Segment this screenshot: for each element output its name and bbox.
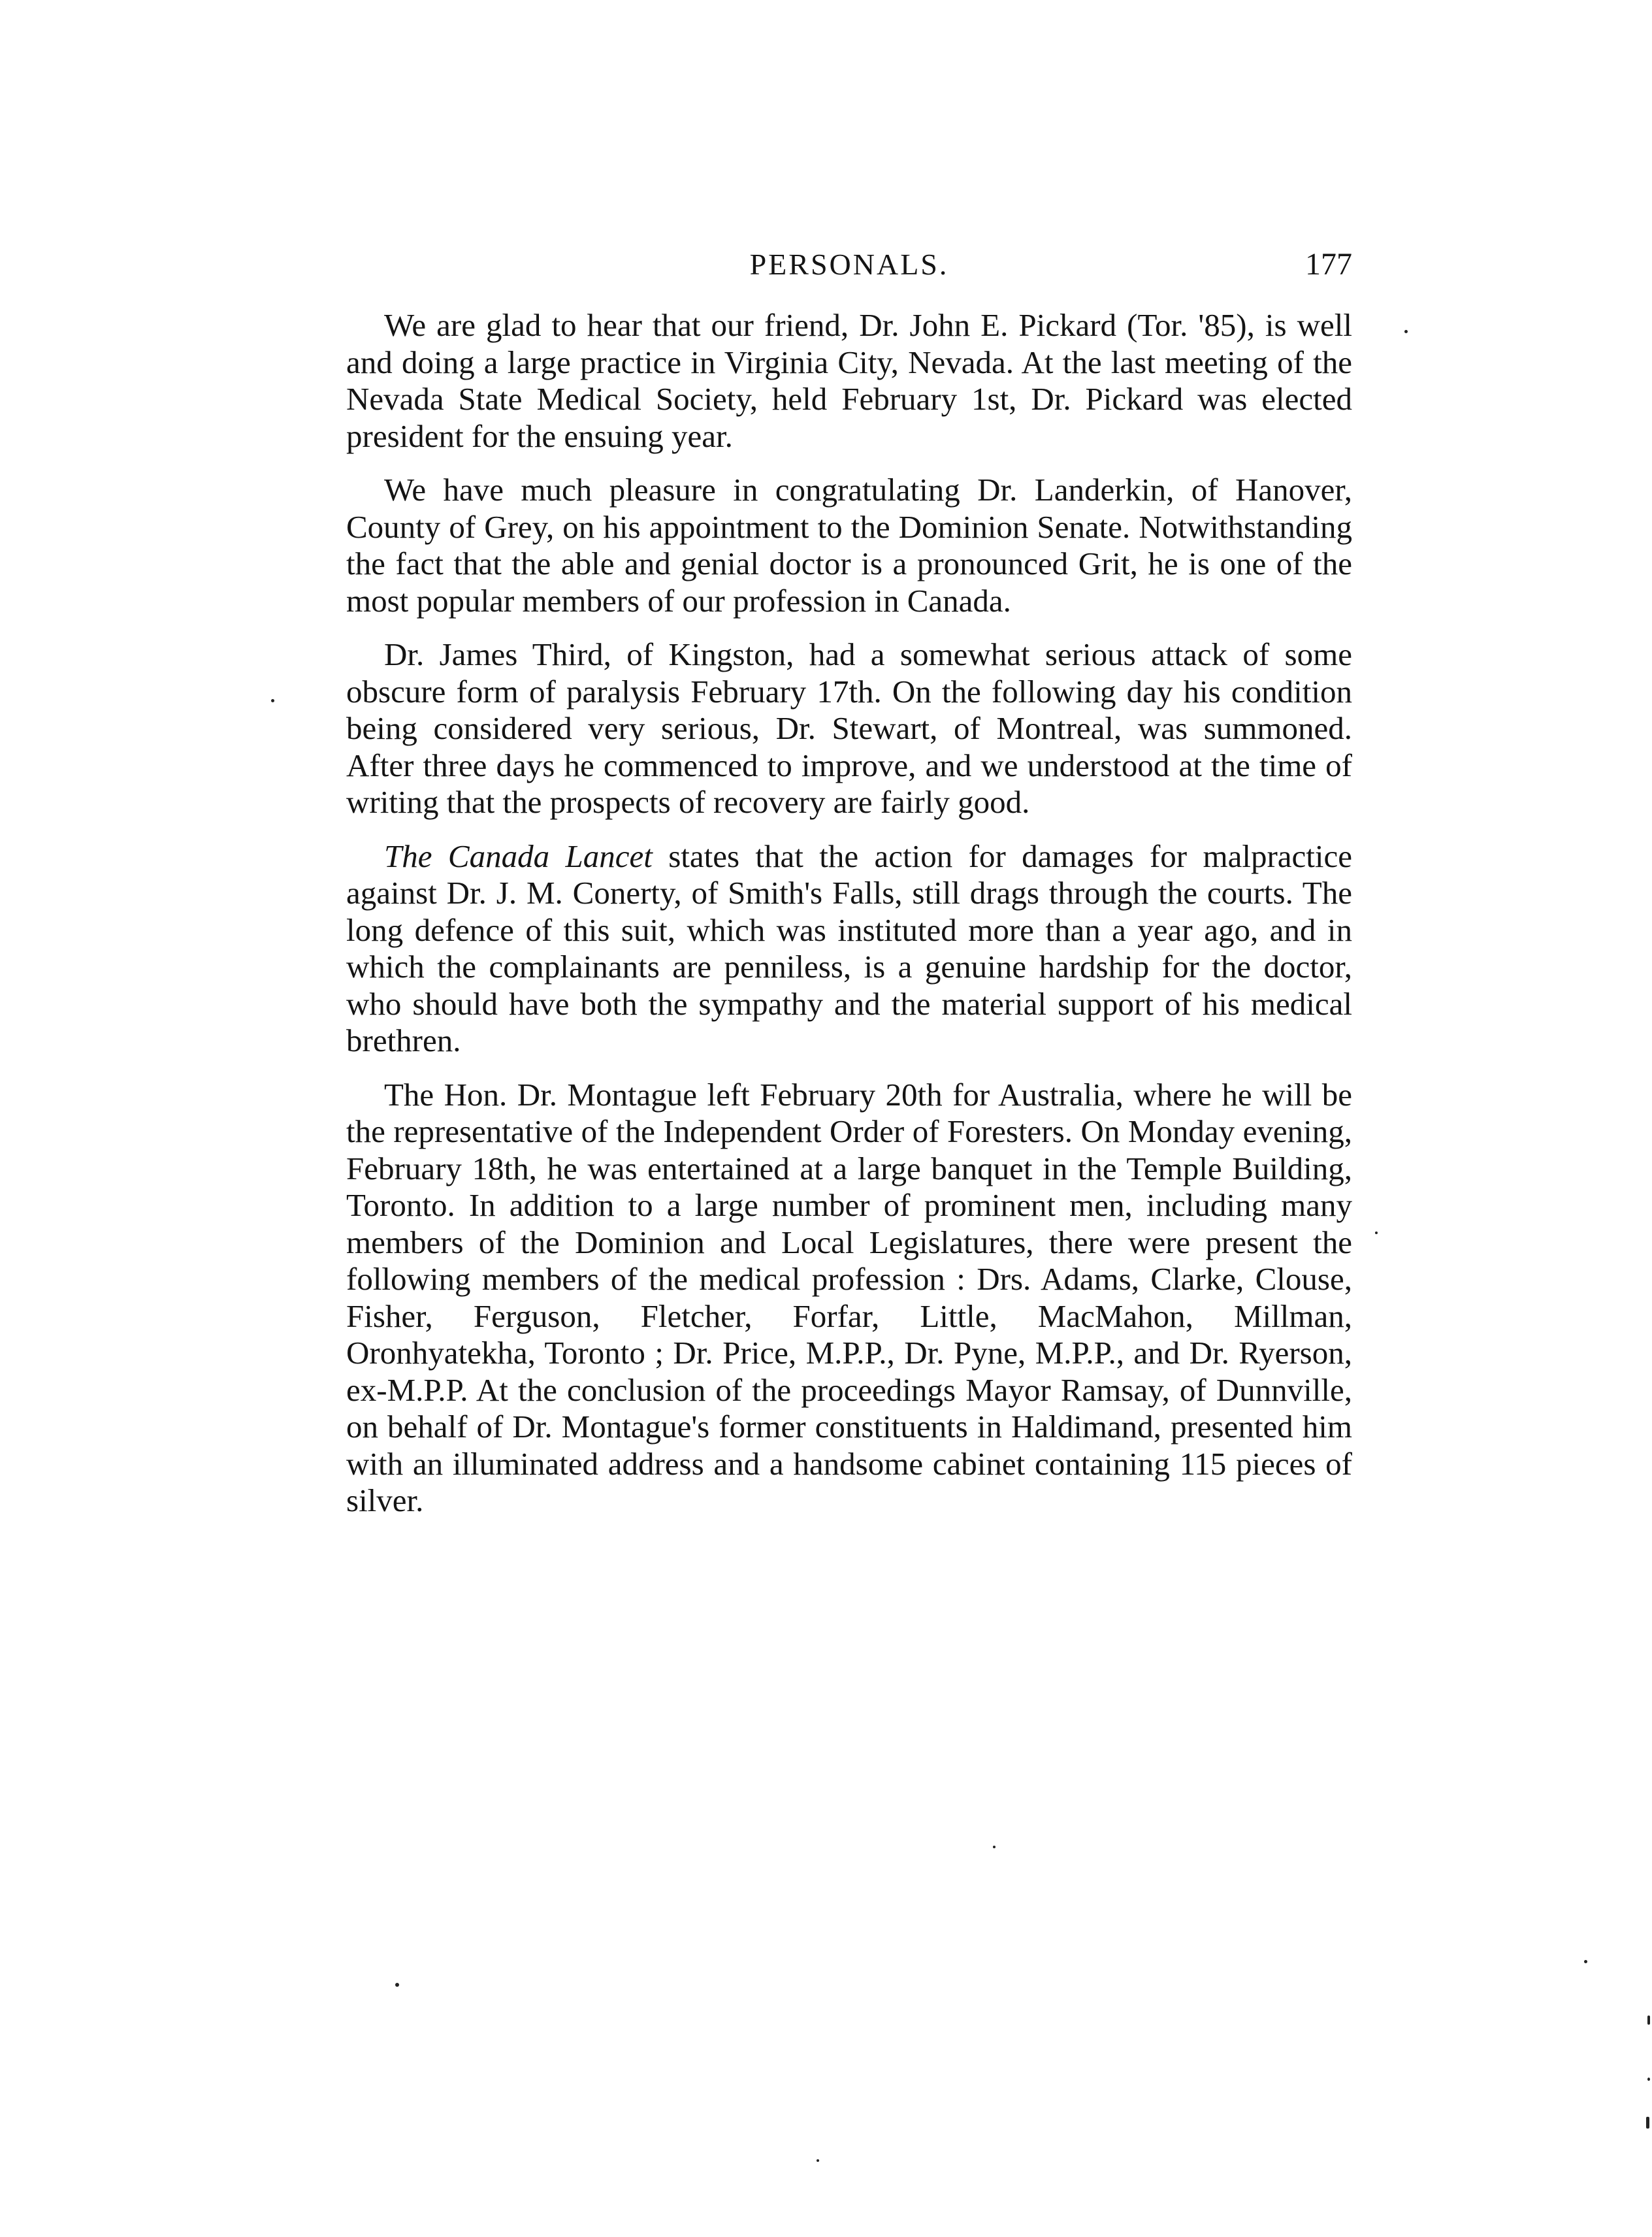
scan-speck — [1646, 2117, 1649, 2129]
paragraph-text: We are glad to hear that our friend, Dr. John E. Pickard (Tor. '85), is well and doing a large practice in Virginia City, Nevada. At the last meeting of the Nevada State Medical Society, held February 1st, Dr. Pickard was elected president for the ensuing year. — [346, 307, 1352, 454]
scan-speck — [1375, 1232, 1378, 1234]
paragraph-text: states that the action for damages for malpractice against Dr. J. M. Conerty, of Smith's Falls, still drags through the courts. The long defence of this suit, which was instituted more than a year ago, and in which the complainants are penniless, is a genuine hardship for the doctor, who should have both the sympathy and the material support of his medical brethren. — [346, 838, 1353, 1058]
paragraph-pickard — [346, 307, 1352, 455]
running-title: PERSONALS. — [749, 248, 949, 281]
scan-speck — [993, 1846, 996, 1848]
scan-speck — [1647, 2016, 1650, 2025]
paragraph-text: We have much pleasure in congratulating Dr. Landerkin, of Hanover, County of Grey, on his appointment to the Dominion Senate. Notwithstanding the fact that the able and genial doctor is a pronounced Grit, he is one of the most popular members of our profession in Canada. — [346, 472, 1352, 619]
scan-speck — [1404, 330, 1408, 333]
scan-speck — [395, 1983, 399, 1987]
paragraph-montague — [346, 1077, 1352, 1520]
scan-speck — [817, 2159, 819, 2162]
scan-speck — [1647, 2078, 1650, 2081]
paragraph-text: The Hon. Dr. Montague left February 20th for Australia, where he will be the representative of the Independent Order of Foresters. On Monday evening, February 18th, he was entertained at a large banquet in the Temple Building, Toronto. In addition to a large number of prominent men, including many members of the Dominion and Local Legislatures, there were present the following members of the medical profession : Drs. Adams, Clarke, Clouse, Fisher, Ferguson, Fletcher, Forfar, Little, MacMahon, Millman, Oronhyatekha, Toronto ; Dr. Price, M.P.P., Dr. Pyne, M.P.P., and Dr. Ryerson, ex-M.P.P. At the conclusion of the proceedings Mayor Ramsay, of Dunnville, on behalf of Dr. Montague's former constituents in Haldimand, presented him with an illuminated address and a handsome cabinet containing 115 pieces of silver. — [346, 1076, 1352, 1518]
paragraph-third — [346, 636, 1352, 821]
paragraph-landerkin — [346, 472, 1352, 619]
page-number: 177 — [1305, 247, 1352, 282]
page-header — [346, 242, 1352, 287]
journal-title: The Canada Lancet — [384, 838, 653, 874]
scan-speck — [271, 699, 274, 702]
scan-speck — [1584, 1960, 1587, 1963]
paragraph-conerty — [346, 838, 1352, 1060]
paragraph-text: Dr. James Third, of Kingston, had a somewhat serious attack of some obscure form of paralysis February 17th. On the following day his condition being considered very serious, Dr. Stewart, of Montreal, was summoned. After three days he commenced to improve, and we understood at the time of writing that the prospects of recovery are fairly good. — [346, 636, 1352, 820]
article-body — [346, 307, 1352, 1520]
